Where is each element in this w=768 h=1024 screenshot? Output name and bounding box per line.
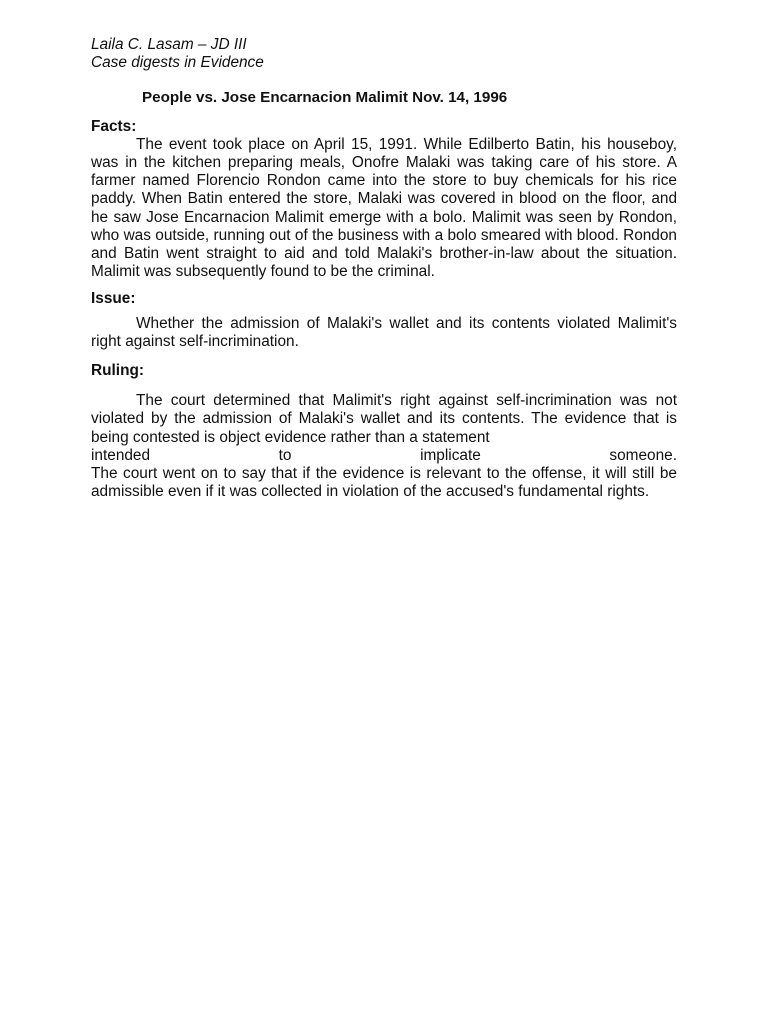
ruling-word: to (278, 446, 292, 464)
issue-section (91, 290, 677, 351)
ruling-section (91, 362, 677, 501)
subject-line: Case digests in Evidence (91, 54, 264, 72)
ruling-paragraph: The court determined that Malimit's right against self-incrimination was not violated by the admission of Malaki's wallet and its contents. The evidence that is being contested is object evidence rather than a statement (91, 392, 677, 446)
facts-paragraph: The event took place on April 15, 1991. While Edilberto Batin, his houseboy, was in the kitchen preparing meals, Onofre Malaki was taking care of his store. A farmer named Florencio Rondon came into the store to buy chemicals for his rice paddy. When Batin entered the store, Malaki was covered in blood on the floor, and he saw Jose Encarnacion Malimit emerge with a bolo. Malimit was seen by Rondon, who was outside, running out of the business with a bolo smeared with blood. Rondon and Batin went straight to aid and told Malaki's brother-in-law about the situation. Malimit was subsequently found to be the criminal. (91, 135, 677, 281)
ruling-spread-line (91, 447, 677, 465)
issue-heading: Issue: (91, 290, 136, 308)
ruling-word: implicate (420, 446, 481, 464)
document-page (91, 36, 677, 501)
ruling-paragraph-2: The court went on to say that if the evidence is relevant to the offense, it will still be admissible even if it was collected in violation of the accused's fundamental rights. (91, 465, 677, 501)
case-title: People vs. Jose Encarnacion Malimit Nov. 14, 1996 (142, 89, 508, 107)
ruling-word: intended (91, 446, 151, 464)
ruling-heading: Ruling: (91, 362, 144, 380)
facts-heading: Facts: (91, 117, 137, 135)
author-line: Laila C. Lasam – JD III (91, 36, 247, 53)
ruling-word: someone. (609, 446, 677, 464)
issue-paragraph: Whether the admission of Malaki's wallet and its contents violated Malimit's right against self-incrimination. (91, 314, 677, 350)
facts-section (91, 118, 677, 282)
